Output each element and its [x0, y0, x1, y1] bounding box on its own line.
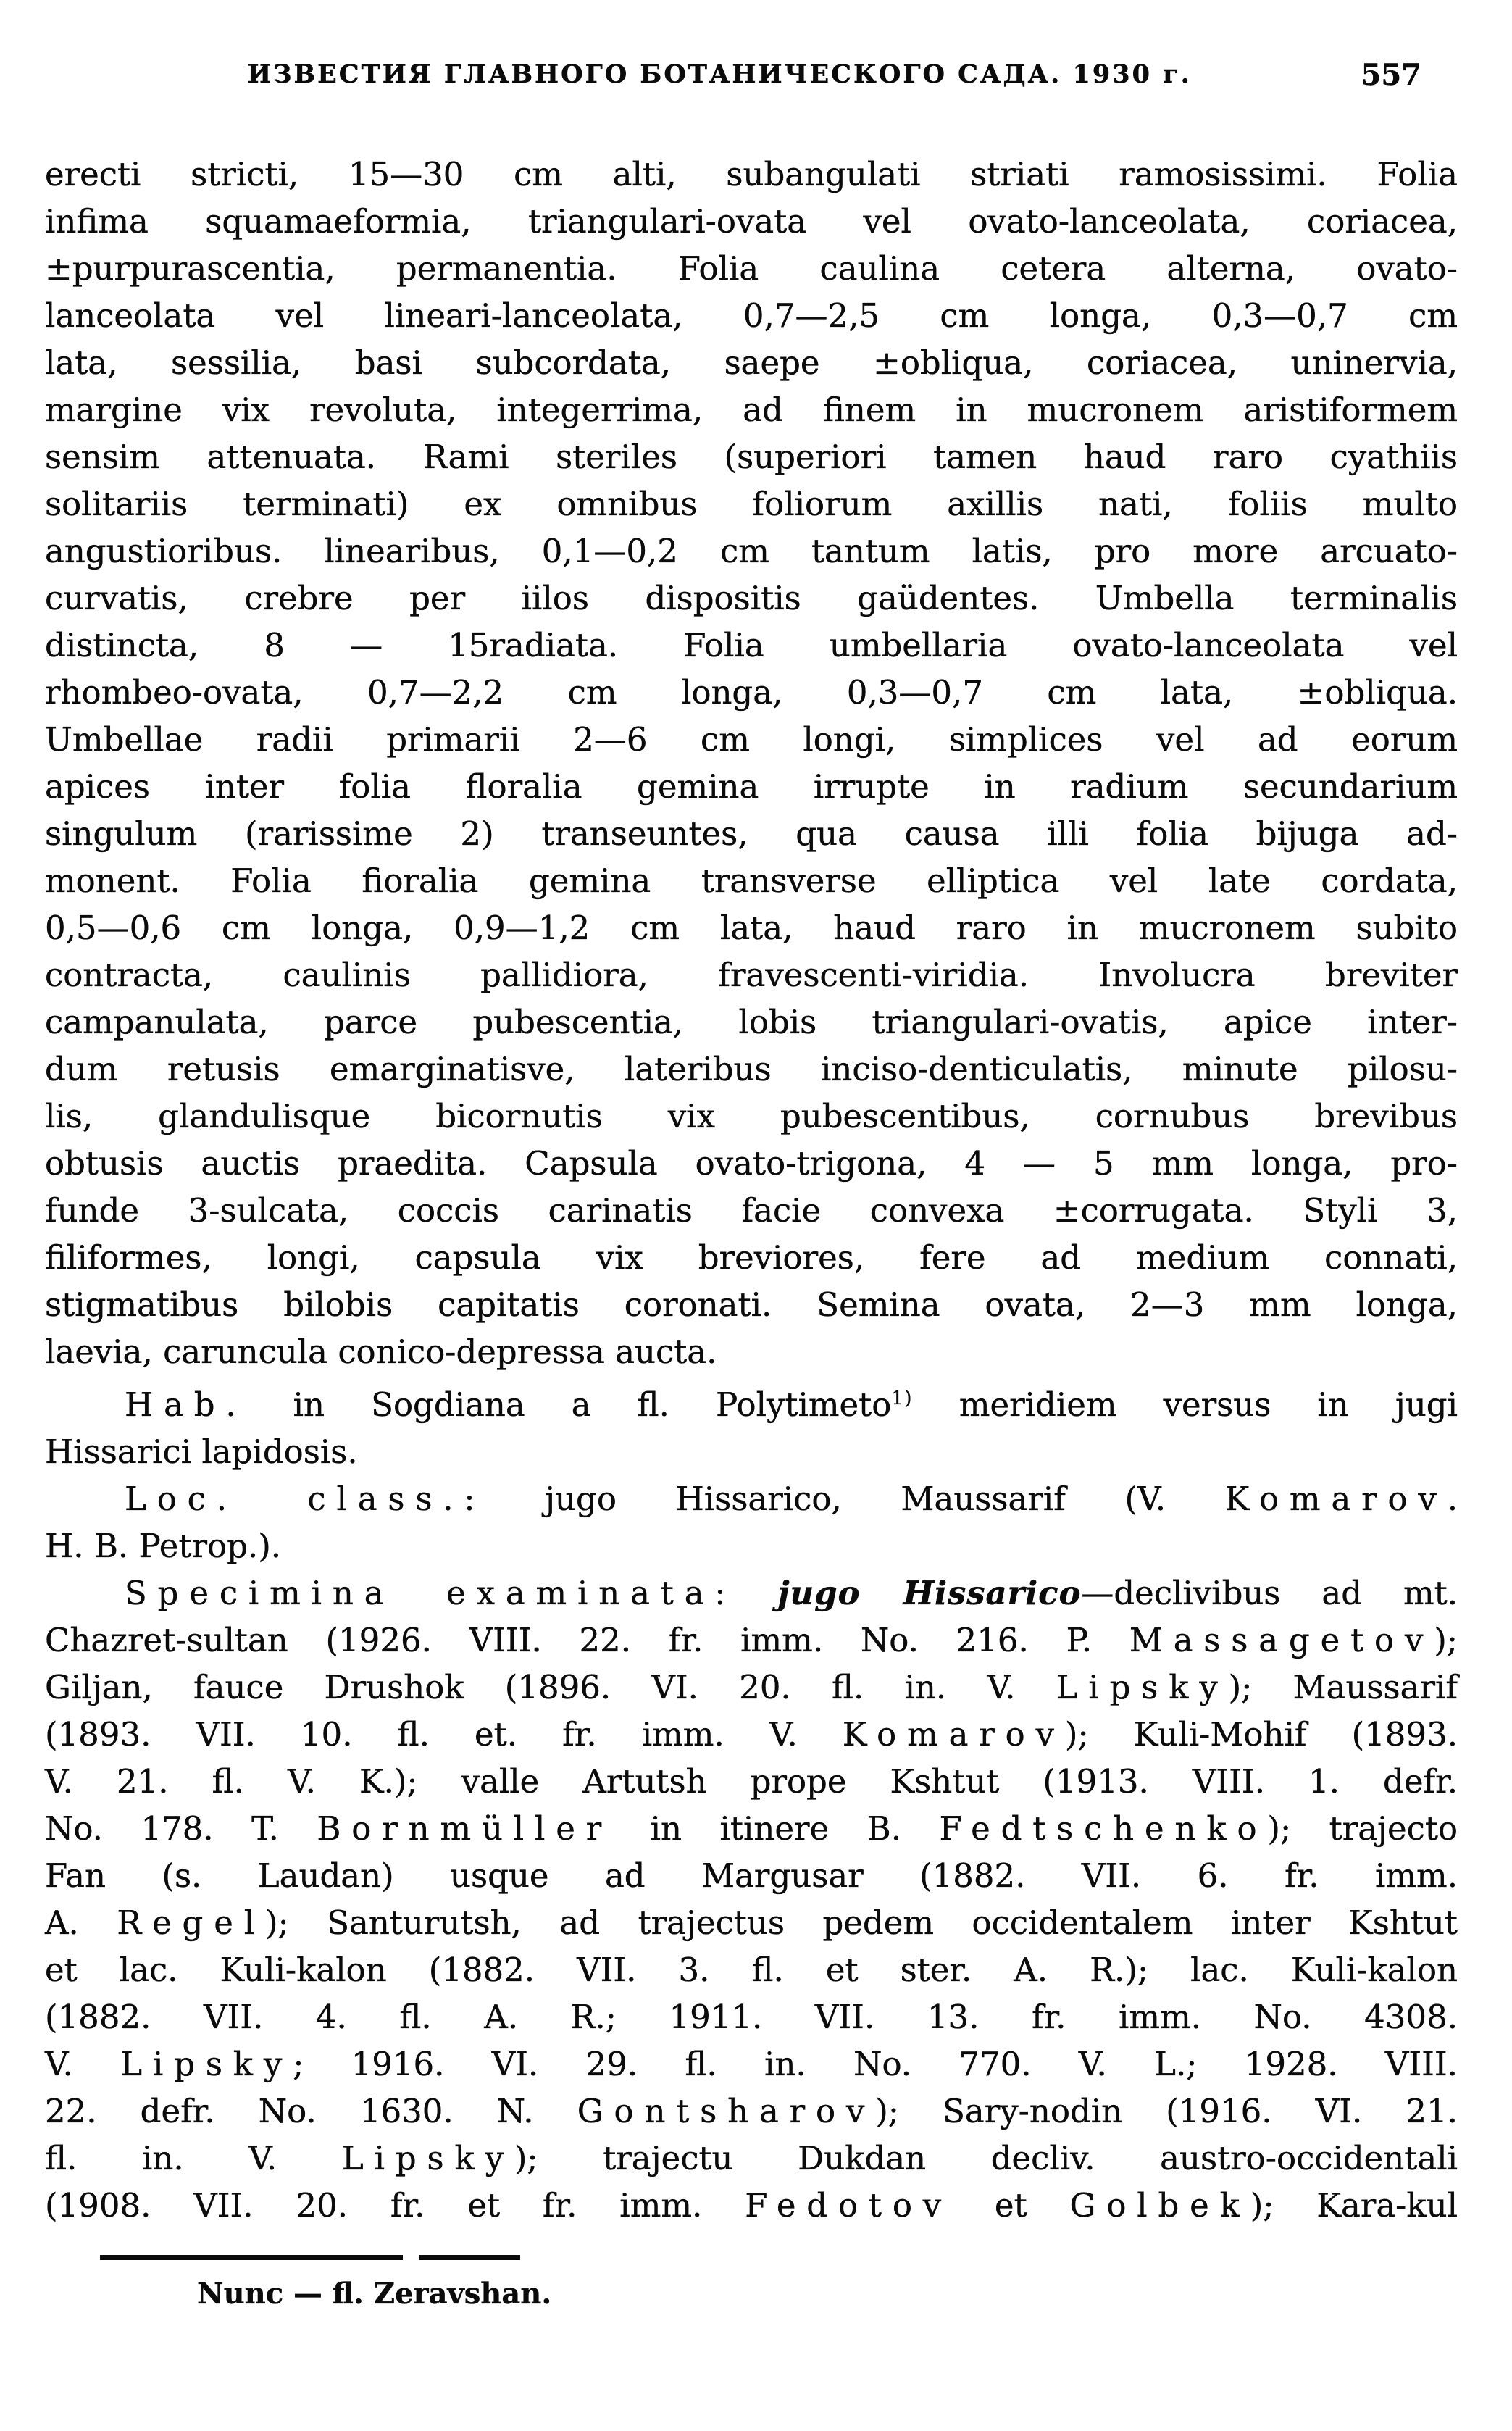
text-segment: angustioribus. linearibus, 0,1—0,2 cm tantum latis, pro more arcuato-	[45, 532, 1458, 570]
footnote-text: Nunc — fl. Zeravshan.	[197, 2277, 552, 2311]
text-line	[45, 1187, 1458, 1234]
text-line	[45, 951, 1458, 998]
text-segment: Lipsky	[341, 2139, 514, 2177]
text-segment: campanulata, parce pubescentia, lobis triangulari-ovatis, apice inter-	[45, 1003, 1458, 1041]
text-segment: Fedtschenko	[939, 1809, 1268, 1848]
text-segment: et lac. Kuli-kalon (1882. VII. 3. fl. et ster. A. R.); lac. Kuli-kalon	[45, 1951, 1458, 1989]
text-segment: lata, sessilia, basi subcordata, saepe ±obliqua, coriacea, uninervia,	[45, 343, 1458, 382]
text-segment: 0,5—0,6 cm longa, 0,9—1,2 cm lata, haud raro in mucronem subito	[45, 909, 1458, 947]
text-line	[45, 433, 1458, 480]
text-segment: Specimina examinata:	[125, 1574, 737, 1612]
text-segment: laevia, caruncula conico-depressa aucta.	[45, 1333, 717, 1371]
text-segment: ); Kuli-Mohif (1893.	[1064, 1715, 1458, 1754]
text-segment: ; 1916. VI. 29. fl. in. No. 770. V. L.; 1928. VIII.	[293, 2045, 1458, 2083]
text-segment: (1882. VII. 4. fl. A. R.; 1911. VII. 13. fr. imm. No. 4308.	[45, 1998, 1458, 2036]
text-line	[45, 198, 1458, 245]
text-segment: Gontsharov	[577, 2092, 876, 2130]
text-line	[45, 1569, 1458, 1617]
text-segment: 1)	[891, 1388, 913, 1409]
text-segment: H. B. Petrop.).	[45, 1527, 282, 1565]
text-segment: jugo Hissarico	[777, 1574, 1082, 1612]
text-segment: ); Sary-nodin (1916. VI. 21.	[875, 2092, 1458, 2130]
body-text-block	[45, 151, 1458, 2229]
text-segment: Bornmüller	[317, 1809, 613, 1848]
text-segment: Komarov	[842, 1715, 1065, 1754]
footnote-rule-segment-short	[419, 2255, 520, 2260]
text-segment: Giljan, fauce Drushok (1896. VI. 20. fl. in. V.	[45, 1668, 1056, 1706]
text-segment: obtusis auctis praedita. Capsula ovato-trigona, 4 — 5 mm longa, pro-	[45, 1144, 1458, 1183]
journal-title: ИЗВЕСТИЯ ГЛАВНОГО БОТАНИЧЕСКОГО САДА. 1930 г.	[247, 59, 1192, 89]
text-segment: (1893. VII. 10. fl. et. fr. imm. V.	[45, 1715, 843, 1754]
text-segment: Massagetov	[1129, 1621, 1434, 1659]
text-segment: erecti stricti, 15—30 cm alti, subangulati striati ramosissimi. Folia	[45, 155, 1458, 193]
text-segment: distincta, 8 — 15radiata. Folia umbellaria ovato-lanceolata vel	[45, 626, 1458, 664]
text-segment: in Sogdiana a fl. Polytimeto	[246, 1385, 892, 1424]
text-segment: stigmatibus bilobis capitatis coronati. Semina ovata, 2—3 mm longa,	[45, 1285, 1458, 1324]
text-line	[45, 151, 1458, 198]
text-line	[45, 339, 1458, 386]
text-segment: V.	[45, 2045, 121, 2083]
text-segment	[736, 1574, 777, 1612]
text-segment: in itinere B.	[612, 1809, 940, 1848]
text-segment: funde 3-sulcata, coccis carinatis facie convexa ±corrugata. Styli 3,	[45, 1191, 1458, 1230]
text-segment: );	[1434, 1621, 1458, 1659]
text-line	[45, 1328, 1458, 1375]
text-segment: singulum (rarissime 2) transeuntes, qua causa illi folia bijuga ad-	[45, 814, 1458, 853]
text-line	[45, 857, 1458, 904]
text-segment: monent. Folia fioralia gemina transverse elliptica vel late cordata,	[45, 862, 1458, 900]
text-line	[45, 1711, 1458, 1758]
text-segment: Loc. class.:	[125, 1480, 486, 1518]
text-segment: 22. defr. No. 1630. N.	[45, 2092, 577, 2130]
text-line	[45, 528, 1458, 575]
text-line	[45, 763, 1458, 810]
text-segment: jugo Hissarico, Maussarif (V.	[485, 1480, 1225, 1518]
text-segment: contracta, caulinis pallidiora, fravescenti-viridia. Involucra breviter	[45, 956, 1458, 994]
footnote-rule-segment-long	[100, 2255, 403, 2260]
text-segment: solitariis terminati) ex omnibus foliorum axillis nati, foliis multo	[45, 485, 1458, 523]
text-segment: Lipsky	[1056, 1668, 1229, 1706]
text-line	[45, 1664, 1458, 1711]
text-line	[45, 1617, 1458, 1664]
text-segment: (1908. VII. 20. fr. et fr. imm.	[45, 2186, 745, 2224]
text-segment: ); trajectu Dukdan decliv. austro-occidentali	[514, 2139, 1458, 2177]
text-line	[45, 1140, 1458, 1187]
text-line	[45, 480, 1458, 528]
text-line	[45, 1475, 1458, 1522]
text-segment: lanceolata vel lineari-lanceolata, 0,7—2,5 cm longa, 0,3—0,7 cm	[45, 296, 1458, 335]
text-line	[45, 1522, 1458, 1569]
text-line	[45, 245, 1458, 292]
text-line	[45, 1375, 1458, 1428]
text-line	[45, 1852, 1458, 1899]
text-segment: Lipsky	[120, 2045, 293, 2083]
text-line	[45, 1281, 1458, 1328]
text-segment: Hab.	[125, 1385, 247, 1424]
text-segment: Hissarici lapidosis.	[45, 1433, 358, 1471]
text-line	[45, 1046, 1458, 1093]
text-segment: —declivibus ad mt.	[1081, 1574, 1458, 1612]
text-segment: ); Santurutsh, ad trajectus pedem occidentalem inter Kshtut	[264, 1903, 1458, 1942]
text-line	[45, 1093, 1458, 1140]
text-line	[45, 1993, 1458, 2040]
text-segment: Regel	[117, 1903, 265, 1942]
text-segment: margine vix revoluta, integerrima, ad finem in mucronem aristiformem	[45, 391, 1458, 429]
text-segment: .	[1447, 1480, 1458, 1518]
text-segment: Fan (s. Laudan) usque ad Margusar (1882. VII. 6. fr. imm.	[45, 1856, 1458, 1895]
text-segment: A.	[45, 1903, 117, 1942]
text-segment: apices inter folia floralia gemina irrupte in radium secundarium	[45, 767, 1458, 806]
text-line	[45, 1805, 1458, 1852]
text-segment: lis, glandulisque bicornutis vix pubescentibus, cornubus brevibus	[45, 1097, 1458, 1135]
text-segment: V. 21. fl. V. K.); valle Artutsh prope Kshtut (1913. VIII. 1. defr.	[45, 1762, 1458, 1801]
text-line	[45, 1899, 1458, 1946]
text-line	[45, 716, 1458, 763]
text-segment: infima squamaeformia, triangulari-ovata vel ovato-lanceolata, coriacea,	[45, 202, 1458, 241]
text-segment: Komarov	[1224, 1480, 1448, 1518]
text-segment: ±purpurascentia, permanentia. Folia caulina cetera alterna, ovato-	[45, 249, 1458, 288]
text-segment: ); Maussarif	[1228, 1668, 1458, 1706]
text-line	[45, 2088, 1458, 2135]
text-segment: meridiem versus in jugi	[912, 1385, 1458, 1424]
text-line	[45, 2135, 1458, 2182]
text-segment: dum retusis emarginatisve, lateribus inciso-denticulatis, minute pilosu-	[45, 1050, 1458, 1088]
page-header	[45, 59, 1458, 100]
text-line	[45, 1428, 1458, 1475]
text-segment: Fedotov	[745, 2186, 953, 2224]
text-line	[45, 1758, 1458, 1805]
text-line	[45, 386, 1458, 433]
text-line	[45, 1234, 1458, 1281]
text-line	[45, 2040, 1458, 2088]
text-segment: ); Kara-kul	[1250, 2186, 1458, 2224]
text-line	[45, 622, 1458, 669]
text-segment: Chazret-sultan (1926. VIII. 22. fr. imm. No. 216. P.	[45, 1621, 1129, 1659]
text-segment: Umbellae radii primarii 2—6 cm longi, simplices vel ad eorum	[45, 720, 1458, 759]
text-segment: sensim attenuata. Rami steriles (superiori tamen haud raro cyathiis	[45, 438, 1458, 476]
text-segment: ); trajecto	[1267, 1809, 1458, 1848]
text-segment: et	[952, 2186, 1070, 2224]
footnote-rule	[100, 2255, 520, 2260]
page-number: 557	[1361, 58, 1421, 92]
text-line	[45, 904, 1458, 951]
text-segment: filiformes, longi, capsula vix breviores, fere ad medium connati,	[45, 1238, 1458, 1277]
text-line	[45, 575, 1458, 622]
text-line	[45, 998, 1458, 1046]
text-segment: Golbek	[1069, 2186, 1250, 2224]
text-line	[45, 292, 1458, 339]
text-segment: No. 178. T.	[45, 1809, 317, 1848]
text-line	[45, 810, 1458, 857]
text-segment: fl. in. V.	[45, 2139, 342, 2177]
text-line	[45, 2182, 1458, 2229]
text-segment: curvatis, crebre per iilos dispositis gaüdentes. Umbella terminalis	[45, 579, 1458, 617]
text-line	[45, 1946, 1458, 1993]
text-segment: rhombeo-ovata, 0,7—2,2 cm longa, 0,3—0,7 cm lata, ±obliqua.	[45, 673, 1458, 712]
text-line	[45, 669, 1458, 716]
